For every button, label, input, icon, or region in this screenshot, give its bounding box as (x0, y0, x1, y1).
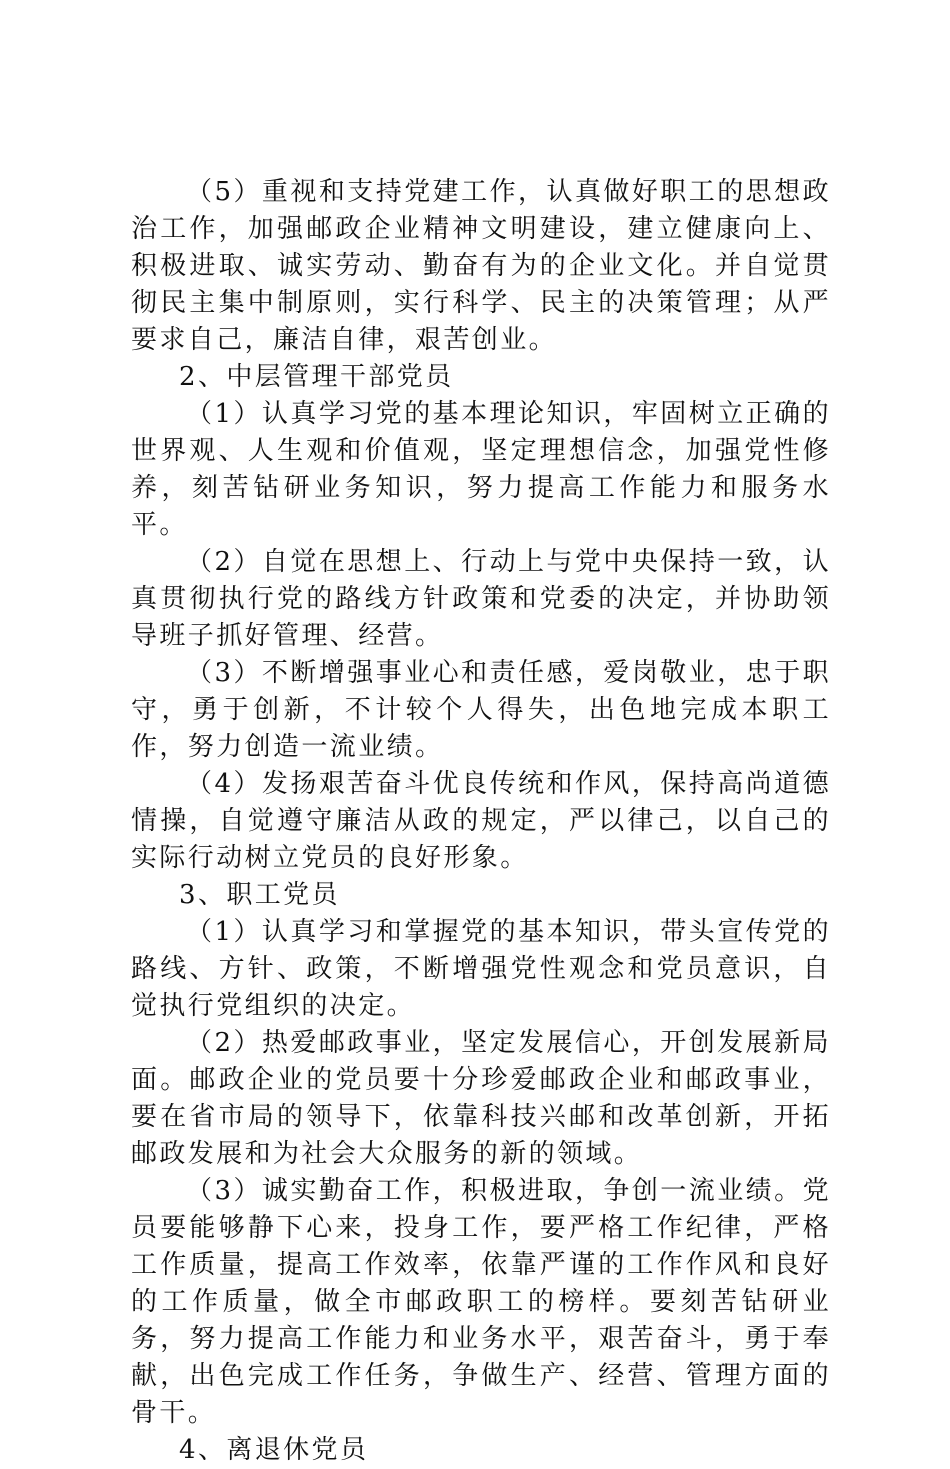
paragraph-staff-1: （1）认真学习和掌握党的基本知识，带头宣传党的路线、方针、政策，不断增强党性观念和党员意识，自觉执行党组织的决定。 (131, 917, 831, 1021)
paragraph-leadership-5: （5）重视和支持党建工作，认真做好职工的思想政治工作，加强邮政企业精神文明建设，建立健康向上、积极进取、诚实劳动、勤奋有为的企业文化。并自觉贯彻民主集中制原则，实行科学、民主的决策管理；从严要求自己，廉洁自律，艰苦创业。 (131, 177, 831, 355)
section-heading-middle-managers: 2、中层管理干部党员 (179, 362, 454, 392)
document-body (131, 174, 831, 1469)
paragraph-middle-managers-1: （1）认真学习党的基本理论知识，牢固树立正确的世界观、人生观和价值观，坚定理想信念，加强党性修养，刻苦钻研业务知识，努力提高工作能力和服务水平。 (131, 399, 831, 540)
paragraph-staff-3: （3）诚实勤奋工作，积极进取，争创一流业绩。党员要能够静下心来，投身工作，要严格工作纪律，严格工作质量，提高工作效率，依靠严谨的工作作风和良好的工作质量，做全市邮政职工的榜样。要刻苦钻研业务，努力提高工作能力和业务水平，艰苦奋斗，勇于奉献，出色完成工作任务，争做生产、经营、管理方面的骨干。 (131, 1176, 831, 1428)
section-heading-staff-members: 3、职工党员 (179, 880, 340, 910)
paragraph-middle-managers-3: （3）不断增强事业心和责任感，爱岗敬业，忠于职守，勇于创新，不计较个人得失，出色地完成本职工作，努力创造一流业绩。 (131, 658, 831, 762)
section-heading-retired-members: 4、离退休党员 (179, 1435, 369, 1465)
paragraph-middle-managers-4: （4）发扬艰苦奋斗优良传统和作风，保持高尚道德情操，自觉遵守廉洁从政的规定，严以律己，以自己的实际行动树立党员的良好形象。 (131, 769, 831, 873)
paragraph-staff-2: （2）热爱邮政事业，坚定发展信心，开创发展新局面。邮政企业的党员要十分珍爱邮政企业和邮政事业，要在省市局的领导下，依靠科技兴邮和改革创新，开拓邮政发展和为社会大众服务的新的领域。 (131, 1028, 831, 1169)
paragraph-middle-managers-2: （2）自觉在思想上、行动上与党中央保持一致，认真贯彻执行党的路线方针政策和党委的决定，并协助领导班子抓好管理、经营。 (131, 547, 831, 651)
